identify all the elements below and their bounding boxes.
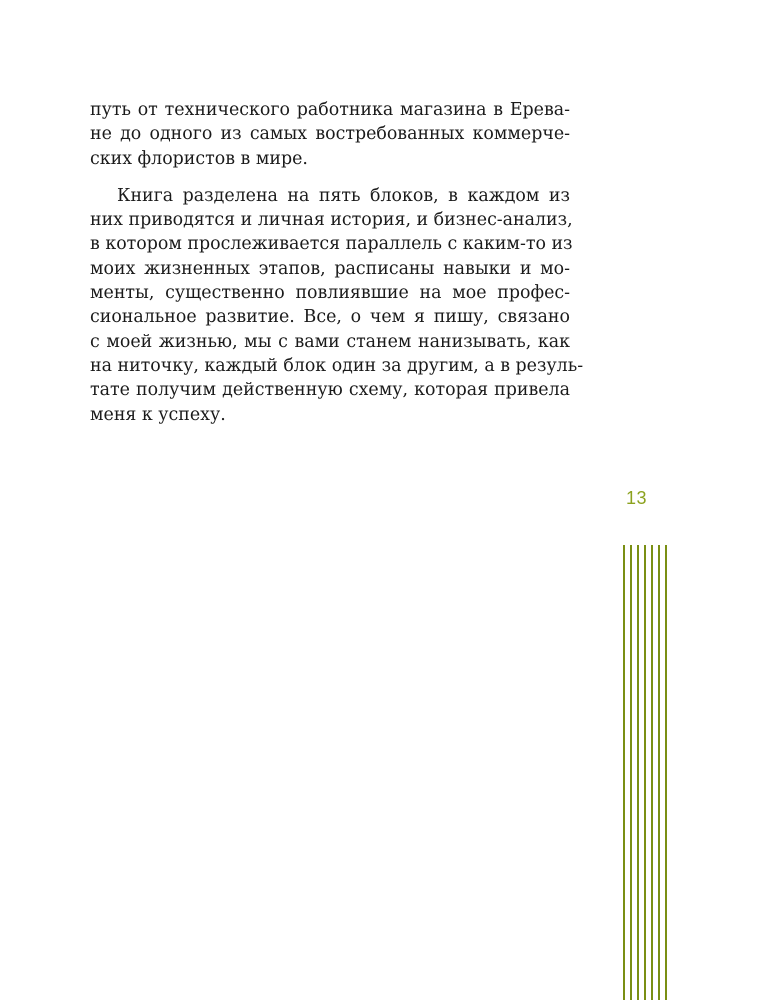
- text-line: меня к успеху.: [90, 404, 226, 425]
- text-line: моих жизненных этапов, расписаны навыки и мо-: [90, 258, 570, 279]
- stripe: [651, 545, 653, 1000]
- paragraph-2: [90, 184, 584, 427]
- text-line: путь от технического работника магазина в Ерева-: [90, 100, 570, 120]
- page-number: 13: [626, 488, 648, 508]
- stripe: [644, 545, 646, 1000]
- stripe: [637, 545, 639, 1000]
- decorative-stripes: [623, 545, 668, 1000]
- stripe: [658, 545, 660, 1000]
- body-text: [90, 98, 584, 427]
- stripe: [623, 545, 625, 1000]
- text-line: ских флористов в мире.: [90, 148, 308, 169]
- text-line: Книга разделена на пять блоков, в каждом из: [117, 185, 570, 206]
- text-line: тате получим действенную схему, которая привела: [90, 380, 570, 401]
- stripe: [630, 545, 632, 1000]
- text-line: менты, существенно повлиявшие на мое профес-: [90, 283, 570, 304]
- paragraph-1: [90, 98, 570, 171]
- text-line: них приводятся и личная история, и бизнес-анализ,: [90, 210, 573, 231]
- text-line: на ниточку, каждый блок один за другим, а в резуль-: [90, 355, 584, 376]
- text-line: сиональное развитие. Все, о чем я пишу, связано: [90, 307, 570, 328]
- text-line: не до одного из самых востребованных коммерче-: [90, 124, 570, 145]
- text-line: в котором прослеживается параллель с каким-то из: [90, 234, 573, 255]
- text-line: с моей жизнью, мы с вами станем нанизывать, как: [90, 331, 570, 352]
- paragraph-gap: [90, 171, 570, 184]
- stripe: [665, 545, 667, 1000]
